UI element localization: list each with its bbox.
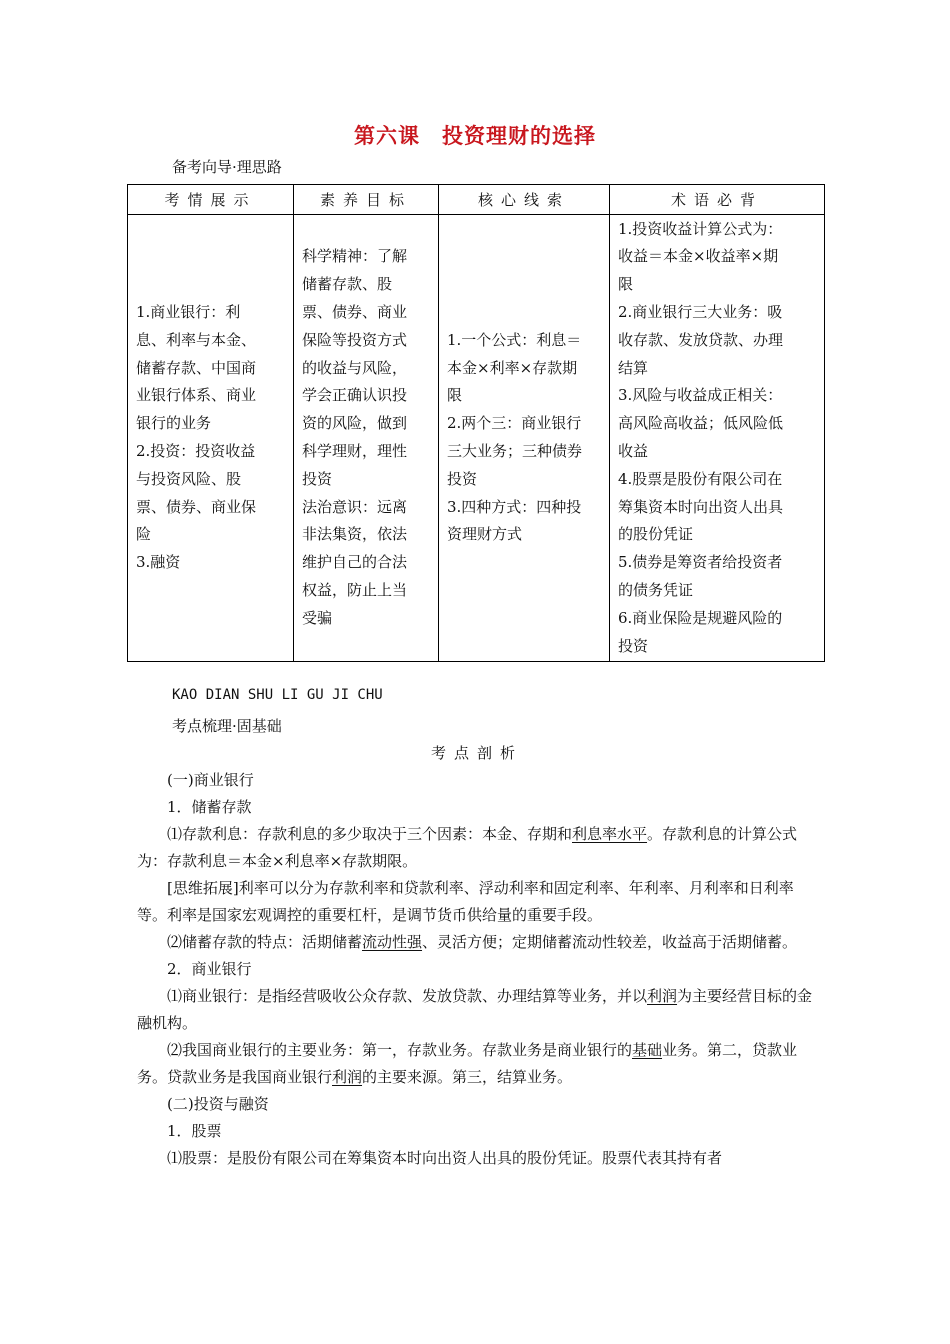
table-cell-line: 法治意识：远离 (302, 497, 408, 516)
table-cell-line: 投资 (447, 469, 478, 488)
heading-savings: 1．储蓄存款 (167, 798, 252, 816)
table-cell-line: 与投资风险、股 (136, 469, 242, 488)
table-cell-line: 收益 (618, 442, 649, 460)
heading-commercial-bank: (一)商业银行 (167, 771, 254, 789)
table-cell-line: 1.一个公式：利息＝ (447, 330, 582, 349)
table-cell-line: 资的风险，做到 (302, 414, 408, 433)
paragraph-savings-feature: ⑵储蓄存款的特点：活期储蓄流动性强、灵活方便；定期储蓄流动性较差，收益高于活期储蓄。 (167, 933, 798, 951)
table-cell-line: 2.投资：投资收益 (136, 442, 256, 460)
paragraph-bank-def: ⑴商业银行：是指经营吸收公众存款、发放贷款、办理结算等业务，并以利润为主要经营目标的金融机构。 (137, 987, 813, 1032)
table-cell-line: 投资 (302, 469, 333, 488)
section-label-basics: 考点梳理·固基础 (172, 717, 282, 735)
table-cell-line: 资理财方式 (447, 525, 523, 544)
table-cell-line: 筹集资本时向出资人出具 (618, 497, 784, 516)
analysis-heading: 考点剖析 (430, 744, 523, 762)
terms-cell (610, 215, 825, 662)
table-cell-line: 5.债券是筹资者给投资者 (618, 553, 783, 572)
table-cell-line: 业银行体系、商业 (136, 386, 257, 405)
table-cell-line: 银行的业务 (136, 414, 212, 433)
table-cell-line: 学会正确认识投 (302, 386, 408, 405)
table-cell-line: 险 (136, 525, 152, 544)
table-cell-line: 的收益与风险， (302, 358, 408, 377)
table-cell-line: 科学理财，理性 (302, 442, 408, 460)
table-cell-line: 3.风险与收益成正相关： (618, 386, 783, 405)
page-title: 第六课 投资理财的选择 (354, 124, 596, 148)
table-cell-line: 3.融资 (136, 553, 181, 572)
heading-stock: 1．股票 (167, 1122, 222, 1140)
table-header-row (128, 185, 825, 215)
table-cell-line: 限 (618, 275, 634, 294)
paragraph-thinking: [思维拓展]利率可以分为存款利率和贷款利率、浮动利率和固定利率、年利率、月利率和日利率等。利率是国家宏观调控的重要杠杆，是调节货币供给量的重要手段。 (137, 879, 794, 924)
table-cell-line: 投资 (618, 636, 649, 655)
table-cell-line: 本金×利率×存款期 (447, 358, 578, 377)
table-cell-line: 票、债券、商业保 (136, 497, 257, 516)
guide-table (127, 184, 825, 662)
table-cell-line: 1.商业银行：利 (136, 303, 241, 322)
table-cell-line: 科学精神：了解 (302, 247, 408, 266)
table-cell-line: 保险等投资方式 (302, 330, 408, 349)
table-cell-line: 4.股票是股份有限公司在 (618, 469, 783, 488)
table-cell-line: 收益＝本金×收益率×期 (618, 247, 779, 266)
table-cell-line: 权益，防止上当 (302, 580, 408, 599)
table-cell-line: 高风险高收益；低风险低 (618, 414, 784, 433)
paragraph-bank-business: ⑵我国商业银行的主要业务：第一，存款业务。存款业务是商业银行的基础业务。第二，贷款业务。贷款业务是我国商业银行利润的主要来源。第三，结算业务。 (137, 1041, 798, 1086)
table-cell-line: 1.投资收益计算公式为： (618, 219, 783, 238)
table-header-cell: 核心线索 (439, 185, 610, 215)
table-cell-line: 6.商业保险是规避风险的 (618, 608, 783, 627)
heading-bank: 2．商业银行 (167, 960, 252, 978)
table-cell-line: 结算 (618, 358, 649, 377)
table-cell-line: 储蓄存款、中国商 (136, 358, 257, 377)
paragraph-stock: ⑴股票：是股份有限公司在筹集资本时向出资人出具的股份凭证。股票代表其持有者 (167, 1149, 723, 1167)
literacy-goal-cell (294, 215, 439, 662)
table-header-cell: 考情展示 (128, 185, 294, 215)
table-cell-line: 限 (447, 386, 463, 405)
table-row (128, 215, 825, 662)
table-cell-line: 2.两个三：商业银行 (447, 414, 582, 433)
table-cell-line: 非法集资，依法 (302, 525, 408, 544)
paragraph-interest: ⑴存款利息：存款利息的多少取决于三个因素：本金、存期和利息率水平。存款利息的计算公式为：存款利息＝本金×利息率×存款期限。 (137, 825, 798, 870)
table-cell-line: 储蓄存款、股 (302, 275, 393, 294)
table-cell-line: 三大业务；三种债券 (447, 442, 583, 460)
content-body (137, 740, 817, 1172)
table-cell-line: 的股份凭证 (618, 525, 694, 544)
table-cell-line: 2.商业银行三大业务：吸 (618, 303, 783, 322)
table-cell-line: 受骗 (302, 608, 333, 627)
core-clue-cell (439, 215, 610, 662)
table-cell-line: 的债务凭证 (618, 580, 694, 599)
exam-situation-cell (128, 215, 294, 662)
section-label-guide: 备考向导·理思路 (172, 158, 282, 176)
table-cell-line: 票、债券、商业 (302, 303, 408, 322)
table-cell-line: 息、利率与本金、 (136, 330, 257, 349)
table-cell-line: 维护自己的合法 (302, 553, 408, 572)
table-cell-line: 3.四种方式：四种投 (447, 497, 582, 516)
heading-investment: (二)投资与融资 (167, 1095, 269, 1113)
table-header-cell: 术语必背 (610, 185, 825, 215)
table-header-cell: 素养目标 (294, 185, 439, 215)
table-cell-line: 收存款、发放贷款、办理 (618, 330, 784, 349)
section-pinyin: KAO DIAN SHU LI GU JI CHU (172, 687, 383, 703)
